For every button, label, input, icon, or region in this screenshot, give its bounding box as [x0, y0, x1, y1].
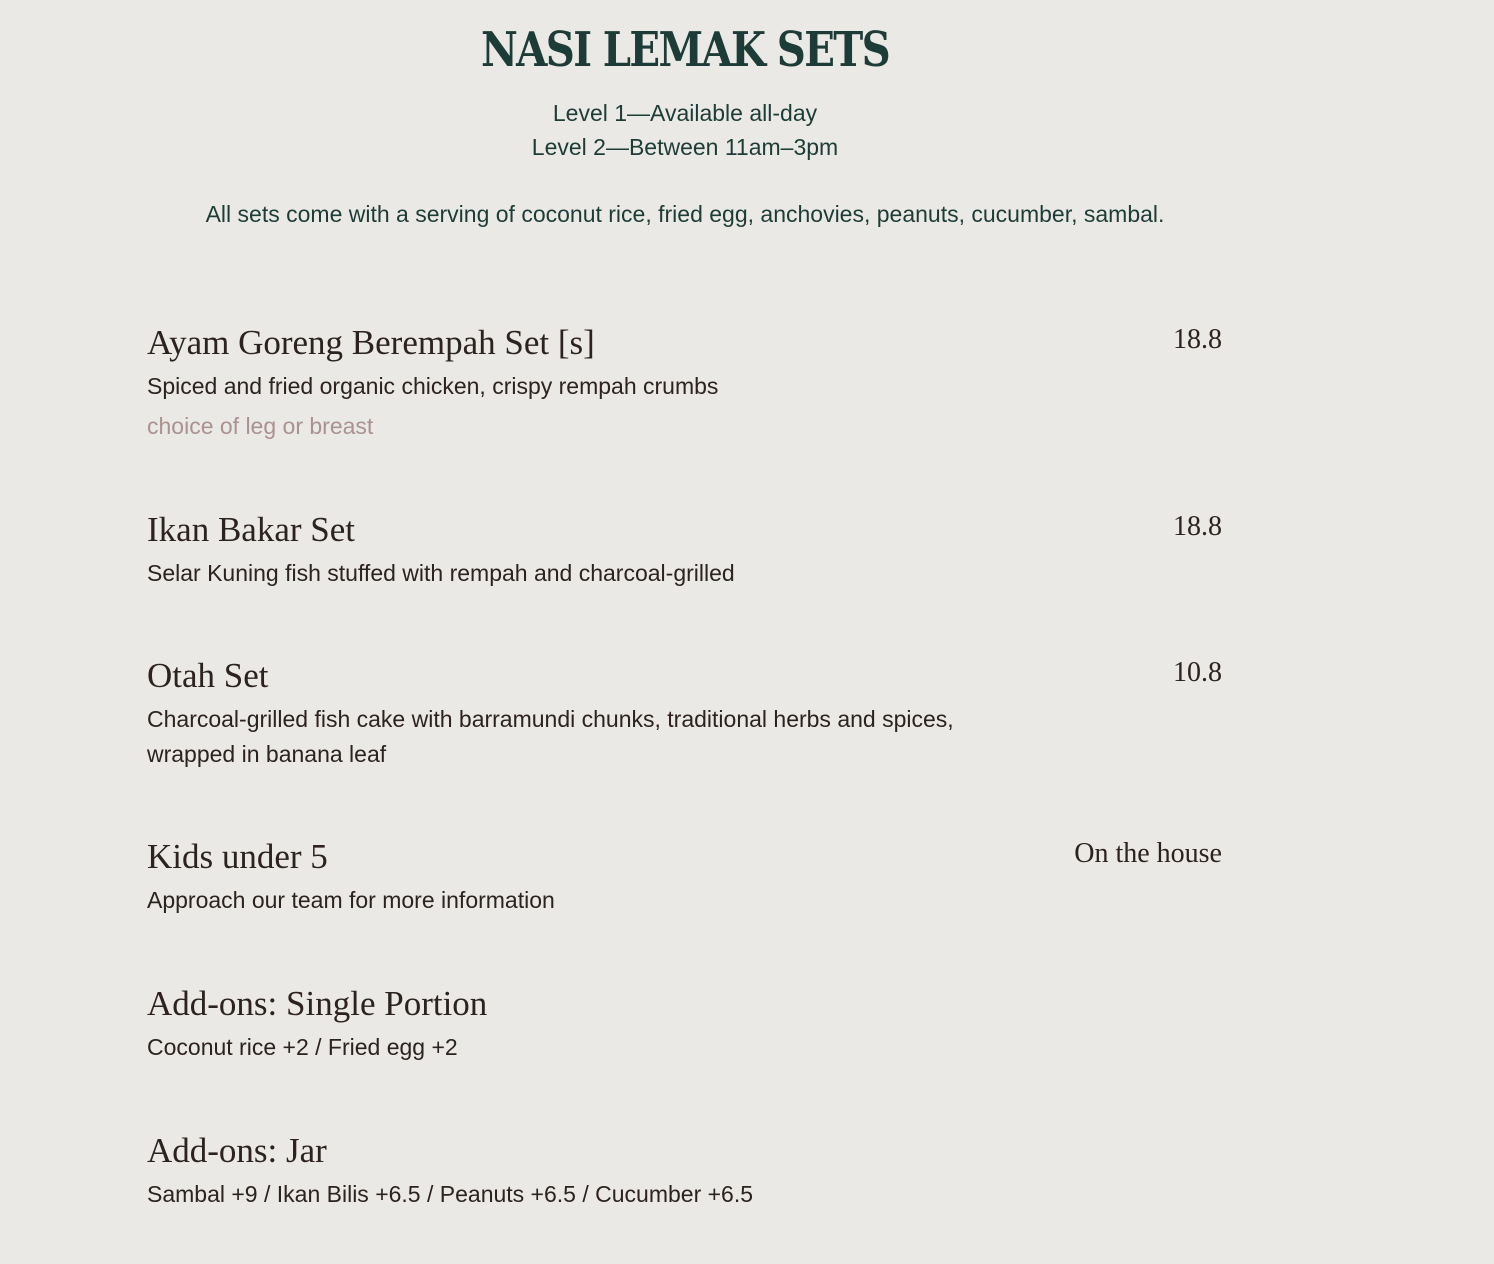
- item-name: Add-ons: Jar: [147, 1131, 327, 1170]
- menu-item-addons-jar: [147, 1131, 1222, 1212]
- availability-info: [0, 96, 1370, 164]
- item-name: Otah Set: [147, 656, 269, 695]
- item-note: choice of leg or breast: [147, 413, 374, 439]
- item-price: 10.8: [1173, 657, 1222, 688]
- item-price: On the house: [1074, 838, 1222, 869]
- item-description: Sambal +9 / Ikan Bilis +6.5 / Peanuts +6.5 / Cucumber +6.5: [147, 1181, 754, 1207]
- item-description: Approach our team for more information: [147, 887, 555, 913]
- set-intro: All sets come with a serving of coconut rice, fried egg, anchovies, peanuts, cucumber, sambal.: [205, 201, 1165, 227]
- item-name: Ayam Goreng Berempah Set [s]: [147, 323, 595, 362]
- menu-item-otah: [147, 656, 1222, 772]
- page-title: NASI LEMAK SETS: [480, 22, 890, 78]
- item-description: Spiced and fried organic chicken, crispy rempah crumbs: [147, 373, 719, 399]
- item-description: Coconut rice +2 / Fried egg +2: [147, 1034, 458, 1060]
- item-description: Selar Kuning fish stuffed with rempah and charcoal-grilled: [147, 560, 735, 586]
- item-name: Ikan Bakar Set: [147, 510, 355, 549]
- menu-item-addons-single-portion: [147, 984, 1222, 1065]
- item-price: 18.8: [1173, 324, 1222, 355]
- availability-level-1: Level 1—Available all-day: [552, 100, 818, 126]
- item-name: Kids under 5: [147, 837, 328, 876]
- menu-item-kids-under-5: [147, 837, 1222, 918]
- menu-item-ikan-bakar: [147, 510, 1222, 591]
- item-price: 18.8: [1173, 511, 1222, 542]
- menu-item-ayam-goreng-berempah: [147, 323, 1222, 444]
- item-name: Add-ons: Single Portion: [147, 984, 488, 1023]
- availability-level-2: Level 2—Between 11am–3pm: [531, 134, 839, 160]
- item-description: Charcoal-grilled fish cake with barramundi chunks, traditional herbs and spices, wrapped in banana leaf: [147, 706, 954, 767]
